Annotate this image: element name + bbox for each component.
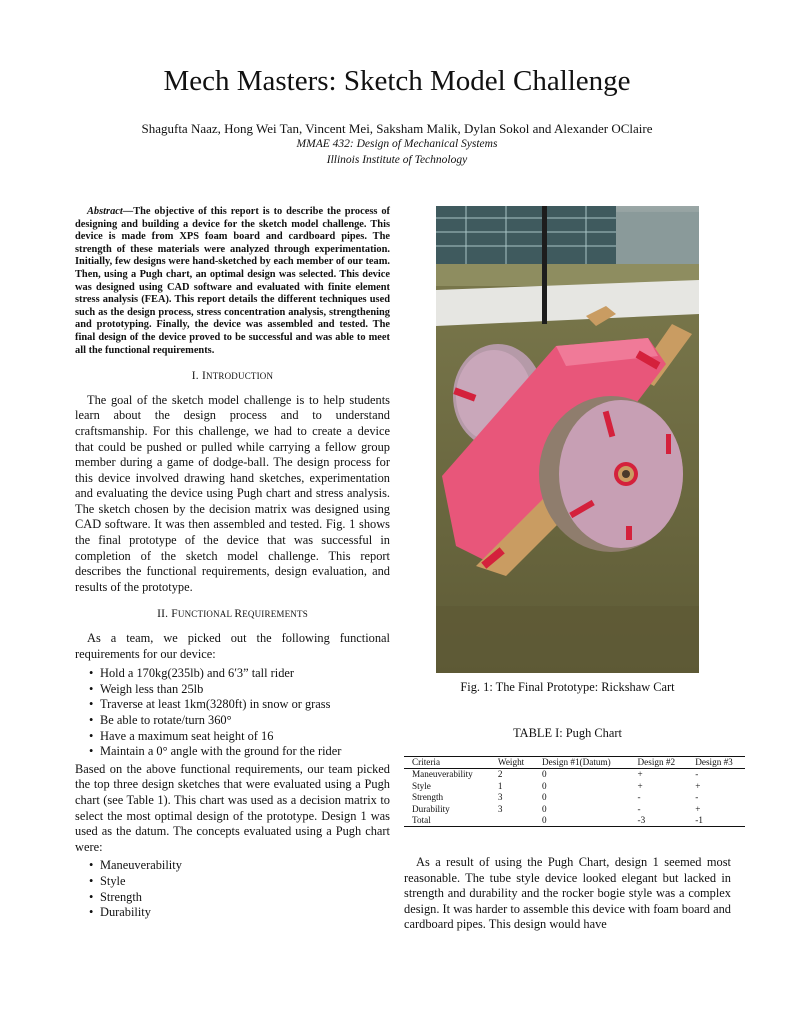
table-row: [404, 804, 745, 815]
concepts-list: [75, 858, 390, 920]
list-item: • Have a maximum seat height of 16: [100, 729, 390, 745]
column-header: Criteria: [404, 757, 490, 769]
section-heading-functional-requirements: II. FUNCTIONAL REQUIREMENTS: [157, 608, 308, 621]
list-item: • Maintain a 0° angle with the ground for the rider: [100, 744, 390, 760]
course-affiliation: MMAE 432: Design of Mechanical Systems: [296, 138, 498, 150]
author-list: Shagufta Naaz, Hong Wei Tan, Vincent Mei, Saksham Malik, Dylan Sokol and Alexander OClaire: [141, 121, 653, 136]
column-header: Design #1(Datum): [534, 757, 630, 769]
list-item: • Maneuverability: [100, 858, 390, 874]
table-cell: 0: [542, 769, 547, 780]
abstract-label: Abstract: [87, 206, 123, 217]
table-cell: 0: [534, 815, 630, 827]
institution-affiliation: Illinois Institute of Technology: [326, 154, 468, 166]
requirements-list: [75, 666, 390, 760]
table-cell: 0: [542, 803, 547, 814]
right-column: [404, 855, 731, 933]
table-cell: [490, 815, 534, 827]
table-cell: 3: [497, 792, 503, 803]
list-item: • Durability: [100, 905, 390, 921]
column-header: Design #2: [630, 757, 688, 769]
table-row: [404, 769, 745, 781]
table-cell: +: [637, 780, 643, 791]
table-cell: -3: [630, 815, 688, 827]
table-cell: Durability: [412, 803, 450, 814]
pugh-chart-table: [404, 756, 745, 827]
table-cell: 0: [542, 792, 547, 803]
table-cell: 1: [497, 780, 503, 791]
table-caption: TABLE I: Pugh Chart: [513, 726, 622, 740]
abstract: [75, 206, 390, 357]
paper-title: Mech Masters: Sketch Model Challenge: [163, 65, 631, 97]
introduction-paragraph: The goal of the sketch model challenge is to help students learn about the design process and to understand craftsmanship. For this challenge, we had to create a device that could be pushed or pulled while carrying a fellow group member during a game of dodge-ball. The design process for this device involved drawing hand sketches, experimentation and evaluating the device using Pugh chart and stress analysis. The sketch chosen by the decision matrix was designed using CAD software. It was then assembled and tested. Fig. 1 shows the final prototype of the device that was successful in completion of the sketch model challenge. This report describes the functional requirements, design evaluation, and results of the prototype.: [75, 392, 390, 594]
table-cell: +: [637, 769, 643, 780]
table-cell: -: [695, 769, 699, 780]
requirements-intro: As a team, we picked out the following functional requirements for our device:: [75, 631, 390, 661]
table-cell: -: [637, 803, 641, 814]
table-cell: Total: [404, 815, 490, 827]
table-cell: 3: [497, 803, 503, 814]
list-item: • Style: [100, 874, 390, 890]
list-item: • Be able to rotate/turn 360°: [100, 713, 390, 729]
list-item: • Hold a 170kg(235lb) and 6′3” tall rider: [100, 666, 390, 682]
table-cell: +: [695, 780, 701, 791]
list-item: • Weigh less than 25lb: [100, 682, 390, 698]
section-heading-introduction: I. INTRODUCTION: [191, 370, 274, 383]
list-item: • Traverse at least 1km(3280ft) in snow or grass: [100, 697, 390, 713]
results-paragraph: As a result of using the Pugh Chart, design 1 seemed most reasonable. The tube style device looked elegant but lacked in strength and durability and the rocker bogie style was a complex design. It was harder to assemble this device with foam board and cardboard pipes. This design would have: [404, 855, 731, 932]
table-cell: Style: [412, 780, 431, 791]
prototype-photo: [436, 206, 699, 673]
table-cell: 0: [542, 780, 547, 791]
table-cell: -: [695, 792, 699, 803]
left-column: [75, 206, 390, 923]
table-cell: +: [695, 803, 701, 814]
table-cell: Strength: [412, 792, 444, 803]
table-header-row: [404, 757, 745, 769]
table-row: [404, 781, 745, 792]
pugh-explanation: Based on the above functional requirements, our team picked the top three design sketches that were evaluated using a Pugh chart (see Table 1). This chart was used as a decision matrix to select the most optimal design of the prototype. Design 1 was used as the datum. The concepts evaluated using a Pugh chart were:: [75, 761, 390, 854]
table-row: [404, 792, 745, 803]
table-cell: 2: [497, 769, 503, 780]
table-cell: -: [637, 792, 641, 803]
list-item: • Strength: [100, 890, 390, 906]
column-header: Design #3: [687, 757, 745, 769]
table-row: [404, 815, 745, 827]
table-cell: -1: [687, 815, 745, 827]
column-header: Weight: [490, 757, 534, 769]
figure-caption: Fig. 1: The Final Prototype: Rickshaw Cart: [460, 680, 675, 694]
abstract-text: —The objective of this report is to describe the process of designing and building a device for the sketch model challenge. This device is made from XPS foam board and cardboard pipes. The strength of these materials were analyzed through experimentation. Initially, few designs were hand-sketched by each member of our team. Then, using a Pugh chart, an optimal design was selected. This device was designed using CAD software and evaluated with finite element stress analysis (FEA). This report details the different techniques used such as the design process, stress concentration analysis, strengthening and prototyping. Finally, the device was assembled and tested. The final design of the device proved to be successful and was able to meet all the functional requirements.: [75, 206, 390, 356]
table-cell: Maneuverability: [412, 769, 473, 780]
